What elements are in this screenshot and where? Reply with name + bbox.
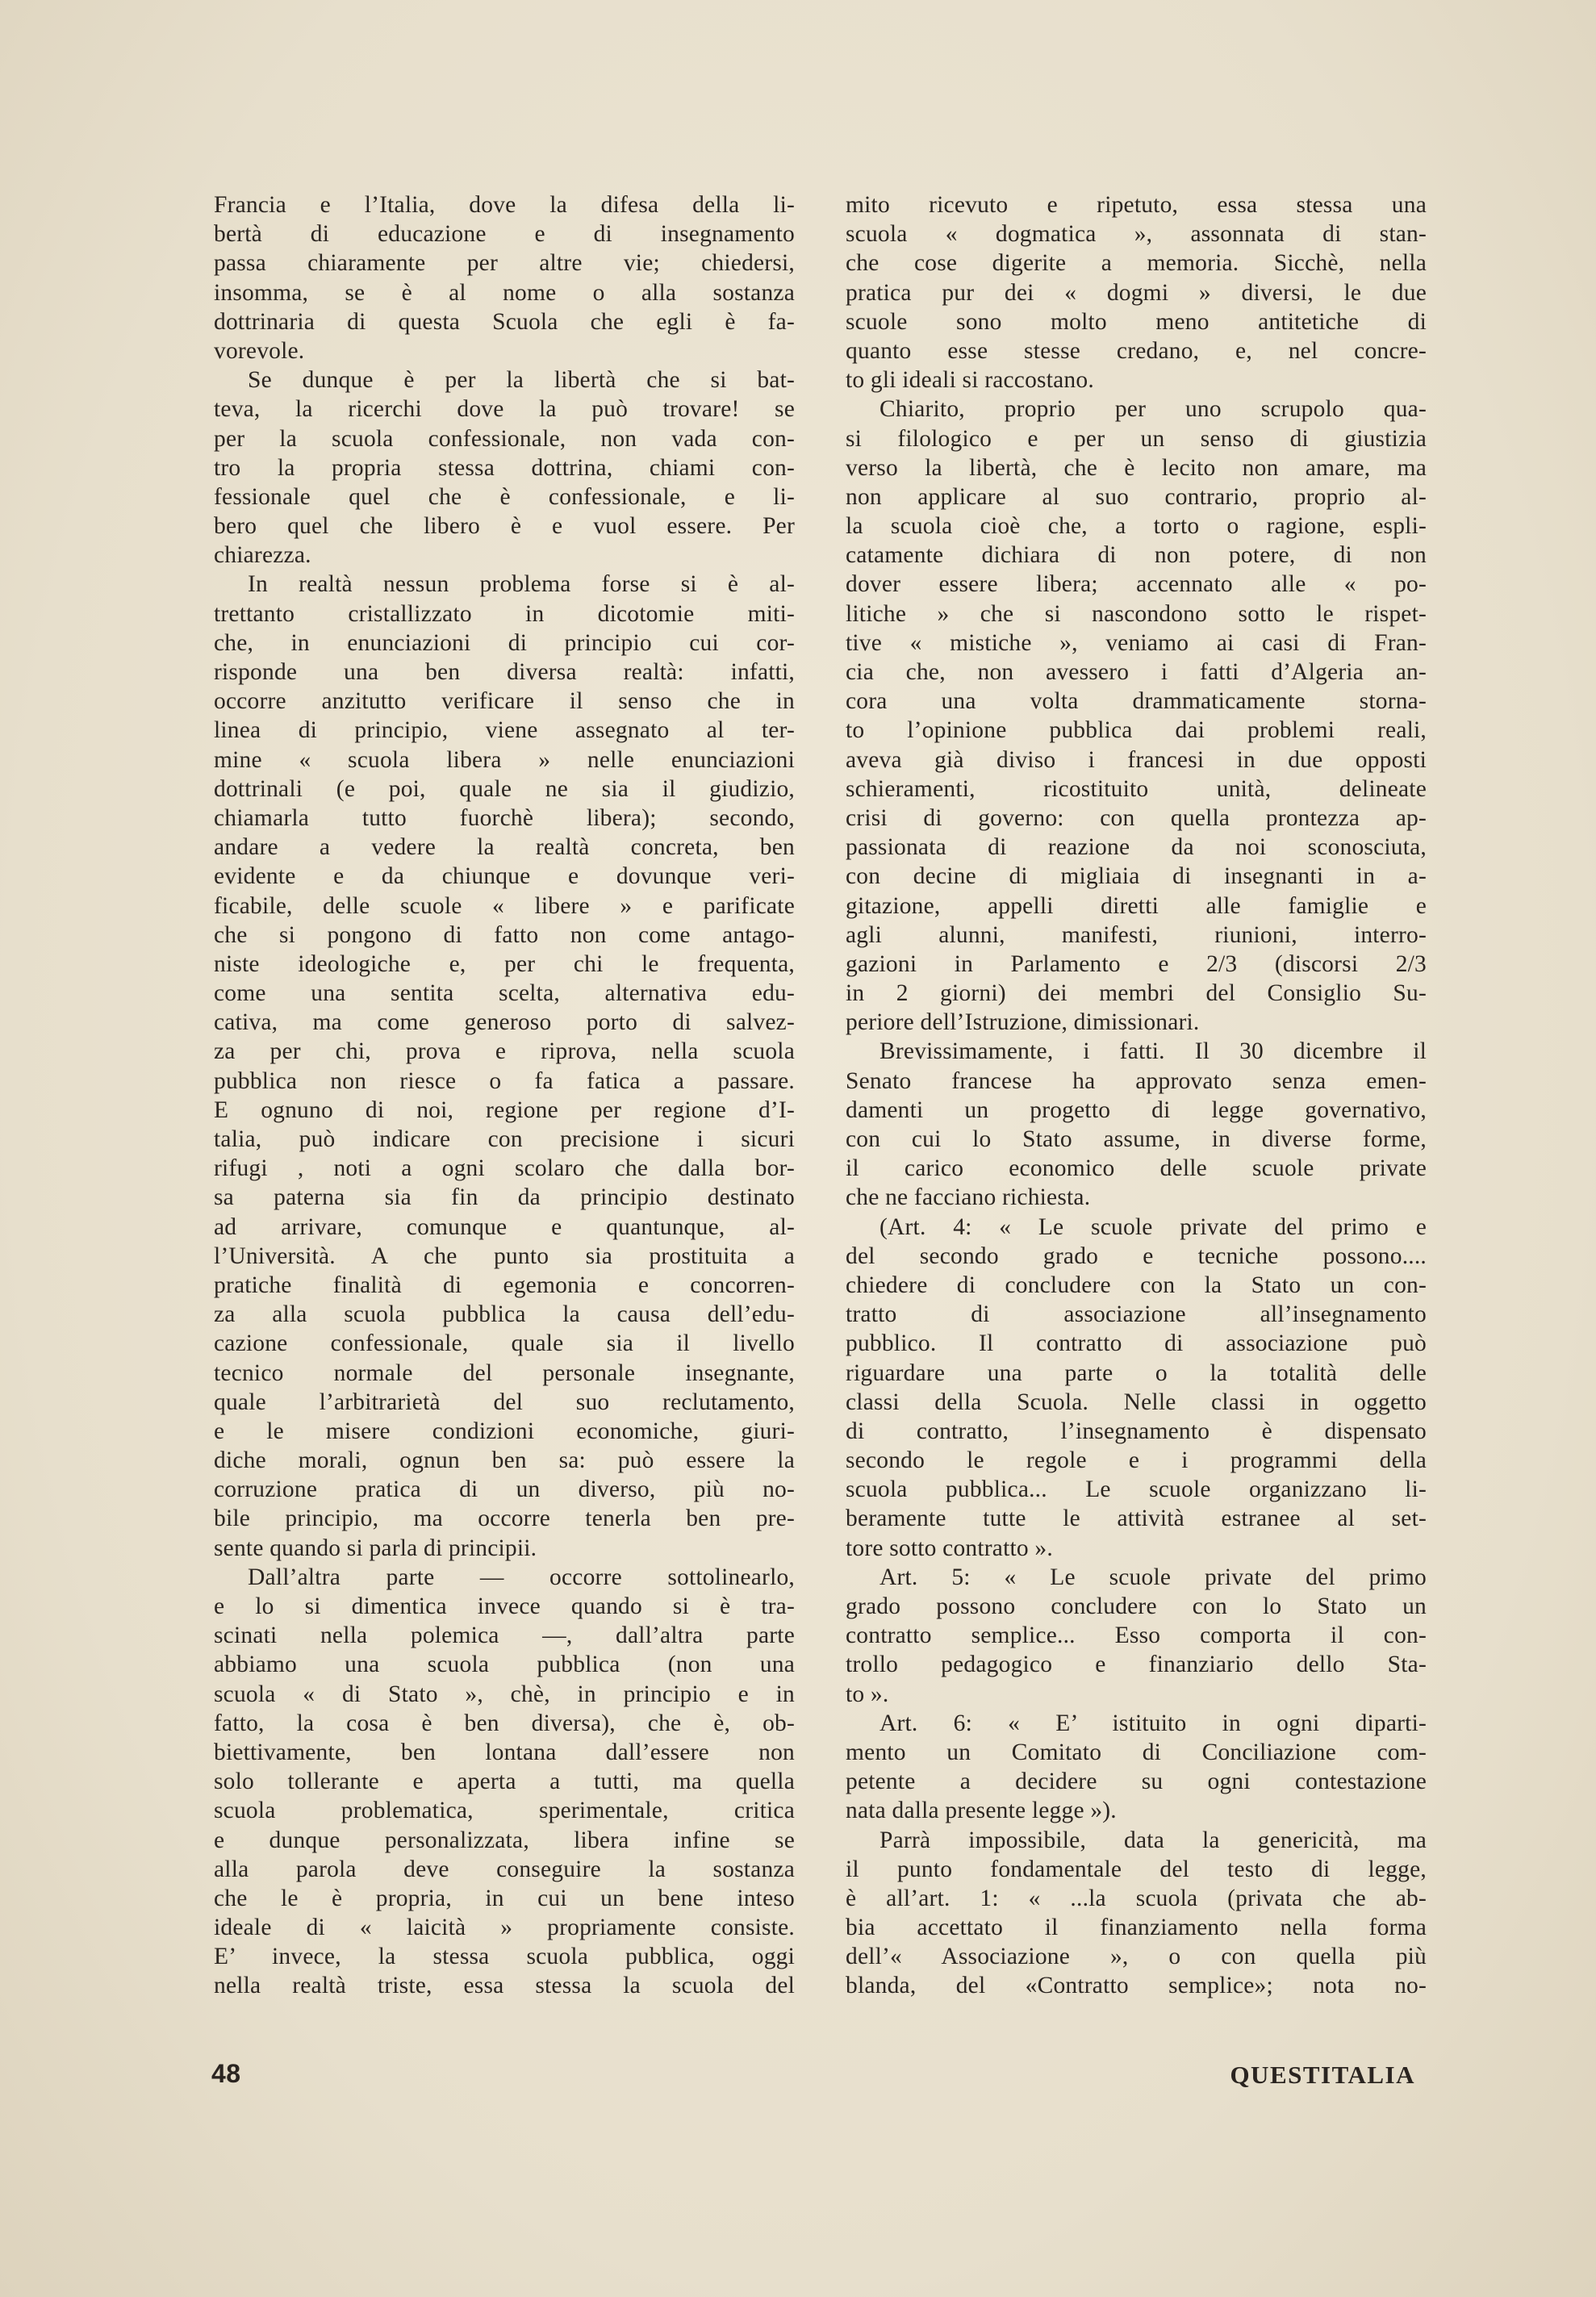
text-line: e lo si dimentica invece quando si è tra- — [214, 1593, 795, 1619]
text-line: dottrinali (e poi, quale ne sia il giudizio, — [214, 775, 795, 802]
text-line: passa chiaramente per altre vie; chiedersi, — [214, 250, 795, 277]
text-line: tro la propria stessa dottrina, chiami con- — [214, 454, 795, 481]
text-line: e dunque personalizzata, libera infine se — [214, 1827, 795, 1853]
left-text-column — [214, 190, 795, 2001]
text-line: Se dunque è per la libertà che si bat- — [248, 367, 795, 394]
text-line: Art. 5: « Le scuole private del primo — [879, 1564, 1427, 1590]
text-line: diche morali, ognun ben sa: può essere la — [214, 1447, 795, 1474]
text-line: del secondo grado e tecniche possono.... — [846, 1242, 1427, 1269]
text-line: mento un Comitato di Conciliazione com- — [846, 1739, 1427, 1765]
text-line: che, in enunciazioni di principio cui cor- — [214, 629, 795, 656]
text-line: verso la libertà, che è lecito non amare, ma — [846, 454, 1427, 481]
text-line: come una sentita scelta, alternativa edu- — [214, 980, 795, 1007]
text-line: tecnico normale del personale insegnante, — [214, 1359, 795, 1386]
text-line: aveva già diviso i francesi in due opposti — [846, 746, 1427, 773]
text-line: secondo le regole e i programmi della — [846, 1447, 1427, 1474]
text-line: catamente dichiara di non potere, di non — [846, 542, 1427, 569]
text-line: scinati nella polemica —, dall’altra parte — [214, 1623, 795, 1649]
text-line: la scuola cioè che, a torto o ragione, espli- — [846, 513, 1427, 540]
text-line: chiarezza. — [214, 542, 311, 569]
text-line: e le misere condizioni economiche, giuri- — [214, 1418, 795, 1444]
text-line: Senato francese ha approvato senza emen- — [846, 1067, 1427, 1094]
text-line: che ne facciano richiesta. — [846, 1184, 1091, 1211]
text-line: trollo pedagogico e finanziario dello Sta- — [846, 1652, 1427, 1678]
text-line: in 2 giorni) dei membri del Consiglio Su- — [846, 980, 1427, 1007]
text-line: nata dalla presente legge »). — [846, 1798, 1117, 1824]
text-line: ideale di « laicità » propriamente consiste. — [214, 1915, 795, 1941]
text-line: sente quando si parla di principii. — [214, 1535, 537, 1561]
text-line: to l’opinione pubblica dai problemi reali, — [846, 717, 1427, 744]
text-line: dell’« Associazione », o con quella più — [846, 1944, 1427, 1970]
text-line: za per chi, prova e riprova, nella scuola — [214, 1038, 795, 1065]
text-line: litiche » che si nascondono sotto le rispet- — [846, 600, 1427, 627]
text-line: non applicare al suo contrario, proprio al- — [846, 483, 1427, 510]
text-line: teva, la ricerchi dove la può trovare! se — [214, 396, 795, 423]
text-line: bero quel che libero è e vuol essere. Per — [214, 513, 795, 540]
text-line: to gli ideali si raccostano. — [846, 367, 1094, 394]
text-line: passionata di reazione da noi sconosciuta, — [846, 834, 1427, 861]
text-line: che le è propria, in cui un bene inteso — [214, 1885, 795, 1911]
text-line: za alla scuola pubblica la causa dell’edu- — [214, 1301, 795, 1328]
text-line: si filologico e per un senso di giustizia — [846, 425, 1427, 452]
text-line: blanda, del «Contratto semplice»; nota no- — [846, 1973, 1427, 1999]
text-line: talia, può indicare con precisione i sicuri — [214, 1126, 795, 1152]
text-line: classi della Scuola. Nelle classi in oggetto — [846, 1389, 1427, 1415]
text-line: risponde una ben diversa realtà: infatti, — [214, 659, 795, 685]
text-line: abbiamo una scuola pubblica (non una — [214, 1652, 795, 1678]
text-line: insomma, se è al nome o alla sostanza — [214, 279, 795, 306]
text-line: Chiarito, proprio per uno scrupolo qua- — [879, 396, 1427, 423]
text-line: E’ invece, la stessa scuola pubblica, oggi — [214, 1944, 795, 1970]
text-line: è all’art. 1: « ...la scuola (privata che ab- — [846, 1885, 1427, 1911]
text-line: per la scuola confessionale, non vada con- — [214, 425, 795, 452]
text-line: (Art. 4: « Le scuole private del primo e — [879, 1213, 1427, 1240]
text-line: cia che, non avessero i fatti d’Algeria an- — [846, 659, 1427, 685]
page-number: 48 — [211, 2059, 241, 2088]
text-line: bertà di educazione e di insegnamento — [214, 221, 795, 248]
text-line: chiamarla tutto fuorchè libera); secondo, — [214, 804, 795, 831]
text-line: pubblico. Il contratto di associazione può — [846, 1330, 1427, 1357]
text-line: to ». — [846, 1681, 889, 1707]
text-line: fatto, la cosa è ben diversa), che è, ob- — [214, 1710, 795, 1736]
text-line: evidente e da chiunque e dovunque veri- — [214, 863, 795, 890]
text-line: con decine di migliaia di insegnanti in a- — [846, 863, 1427, 890]
text-line: In realtà nessun problema forse si è al- — [248, 571, 795, 598]
text-line: Parrà impossibile, data la genericità, ma — [879, 1827, 1427, 1853]
text-line: mine « scuola libera » nelle enunciazioni — [214, 746, 795, 773]
text-line: linea di principio, viene assegnato al ter- — [214, 717, 795, 744]
text-line: cativa, ma come generoso porto di salvez- — [214, 1009, 795, 1036]
text-line: dover essere libera; accennato alle « po- — [846, 571, 1427, 598]
text-line: Dall’altra parte — occorre sottolinearlo, — [248, 1564, 795, 1590]
text-line: ad arrivare, comunque e quantunque, al- — [214, 1213, 795, 1240]
text-line: crisi di governo: con quella prontezza ap- — [846, 804, 1427, 831]
text-line: tratto di associazione all’insegnamento — [846, 1301, 1427, 1328]
text-line: corruzione pratica di un diverso, più no- — [214, 1476, 795, 1503]
text-line: pubblica non riesce o fa fatica a passare. — [214, 1067, 795, 1094]
text-line: chiedere di concludere con la Stato un con- — [846, 1272, 1427, 1298]
text-line: ficabile, delle scuole « libere » e parificate — [214, 892, 795, 919]
text-line: tore sotto contratto ». — [846, 1535, 1053, 1561]
text-line: scuola problematica, sperimentale, critica — [214, 1798, 795, 1824]
text-line: con cui lo Stato assume, in diverse forme, — [846, 1126, 1427, 1152]
text-line: andare a vedere la realtà concreta, ben — [214, 834, 795, 861]
text-line: solo tollerante e aperta a tutti, ma quella — [214, 1769, 795, 1795]
text-line: il carico economico delle scuole private — [846, 1155, 1427, 1182]
text-line: schieramenti, ricostituito unità, delineate — [846, 775, 1427, 802]
text-line: contratto semplice... Esso comporta il con- — [846, 1623, 1427, 1649]
text-line: scuola « dogmatica », assonnata di stan- — [846, 221, 1427, 248]
text-line: di contratto, l’insegnamento è dispensato — [846, 1418, 1427, 1444]
text-line: fessionale quel che è confessionale, e li- — [214, 483, 795, 510]
text-line: petente a decidere su ogni contestazione — [846, 1769, 1427, 1795]
text-line: gazioni in Parlamento e 2/3 (discorsi 2/3 — [846, 950, 1427, 977]
text-line: biettivamente, ben lontana dall’essere non — [214, 1739, 795, 1765]
text-line: scuola pubblica... Le scuole organizzano li- — [846, 1476, 1427, 1503]
text-line: l’Università. A che punto sia prostituita a — [214, 1242, 795, 1269]
text-line: trettanto cristallizzato in dicotomie miti- — [214, 600, 795, 627]
text-line: scuole sono molto meno antitetiche di — [846, 308, 1427, 335]
text-line: pratiche finalità di egemonia e concorren- — [214, 1272, 795, 1298]
text-line: il punto fondamentale del testo di legge, — [846, 1856, 1427, 1882]
text-line: quale l’arbitrarietà del suo reclutamento, — [214, 1389, 795, 1415]
text-line: riguardare una parte o la totalità delle — [846, 1359, 1427, 1386]
text-line: che si pongono di fatto non come antago- — [214, 921, 795, 948]
text-line: agli alunni, manifesti, riunioni, interro- — [846, 921, 1427, 948]
text-line: grado possono concludere con lo Stato un — [846, 1593, 1427, 1619]
right-text-column — [846, 190, 1427, 2001]
text-line: cora una volta drammaticamente storna- — [846, 688, 1427, 715]
text-line: Art. 6: « E’ istituito in ogni diparti- — [879, 1710, 1427, 1736]
text-line: rifugi , noti a ogni scolaro che dalla bor- — [214, 1155, 795, 1182]
text-line: tive « mistiche », veniamo ai casi di Fran- — [846, 629, 1427, 656]
text-line: mito ricevuto e ripetuto, essa stessa una — [846, 192, 1427, 218]
text-line: pratica pur dei « dogmi » diversi, le due — [846, 279, 1427, 306]
text-line: nella realtà triste, essa stessa la scuola del — [214, 1973, 795, 1999]
text-line: che cose digerite a memoria. Sicchè, nella — [846, 250, 1427, 277]
text-line: damenti un progetto di legge governativo, — [846, 1096, 1427, 1123]
text-line: dottrinaria di questa Scuola che egli è fa- — [214, 308, 795, 335]
text-line: beramente tutte le attività estranee al set- — [846, 1506, 1427, 1532]
text-line: alla parola deve conseguire la sostanza — [214, 1856, 795, 1882]
text-line: periore dell’Istruzione, dimissionari. — [846, 1009, 1200, 1036]
text-line: bile principio, ma occorre tenerla ben pre- — [214, 1506, 795, 1532]
text-line: sa paterna sia fin da principio destinato — [214, 1184, 795, 1211]
text-line: scuola « di Stato », chè, in principio e in — [214, 1681, 795, 1707]
journal-name: QUESTITALIA — [1230, 2061, 1415, 2089]
text-line: quanto esse stesse credano, e, nel concre- — [846, 337, 1427, 364]
text-line: occorre anzitutto verificare il senso che in — [214, 688, 795, 715]
text-line: vorevole. — [214, 337, 305, 364]
text-line: Brevissimamente, i fatti. Il 30 dicembre il — [879, 1038, 1427, 1065]
text-line: bia accettato il finanziamento nella forma — [846, 1915, 1427, 1941]
text-line: niste ideologiche e, per chi le frequenta, — [214, 950, 795, 977]
text-line: gitazione, appelli diretti alle famiglie e — [846, 892, 1427, 919]
text-line: Francia e l’Italia, dove la difesa della li- — [214, 192, 795, 218]
text-line: E ognuno di noi, regione per regione d’I- — [214, 1096, 795, 1123]
text-line: cazione confessionale, quale sia il livello — [214, 1330, 795, 1357]
